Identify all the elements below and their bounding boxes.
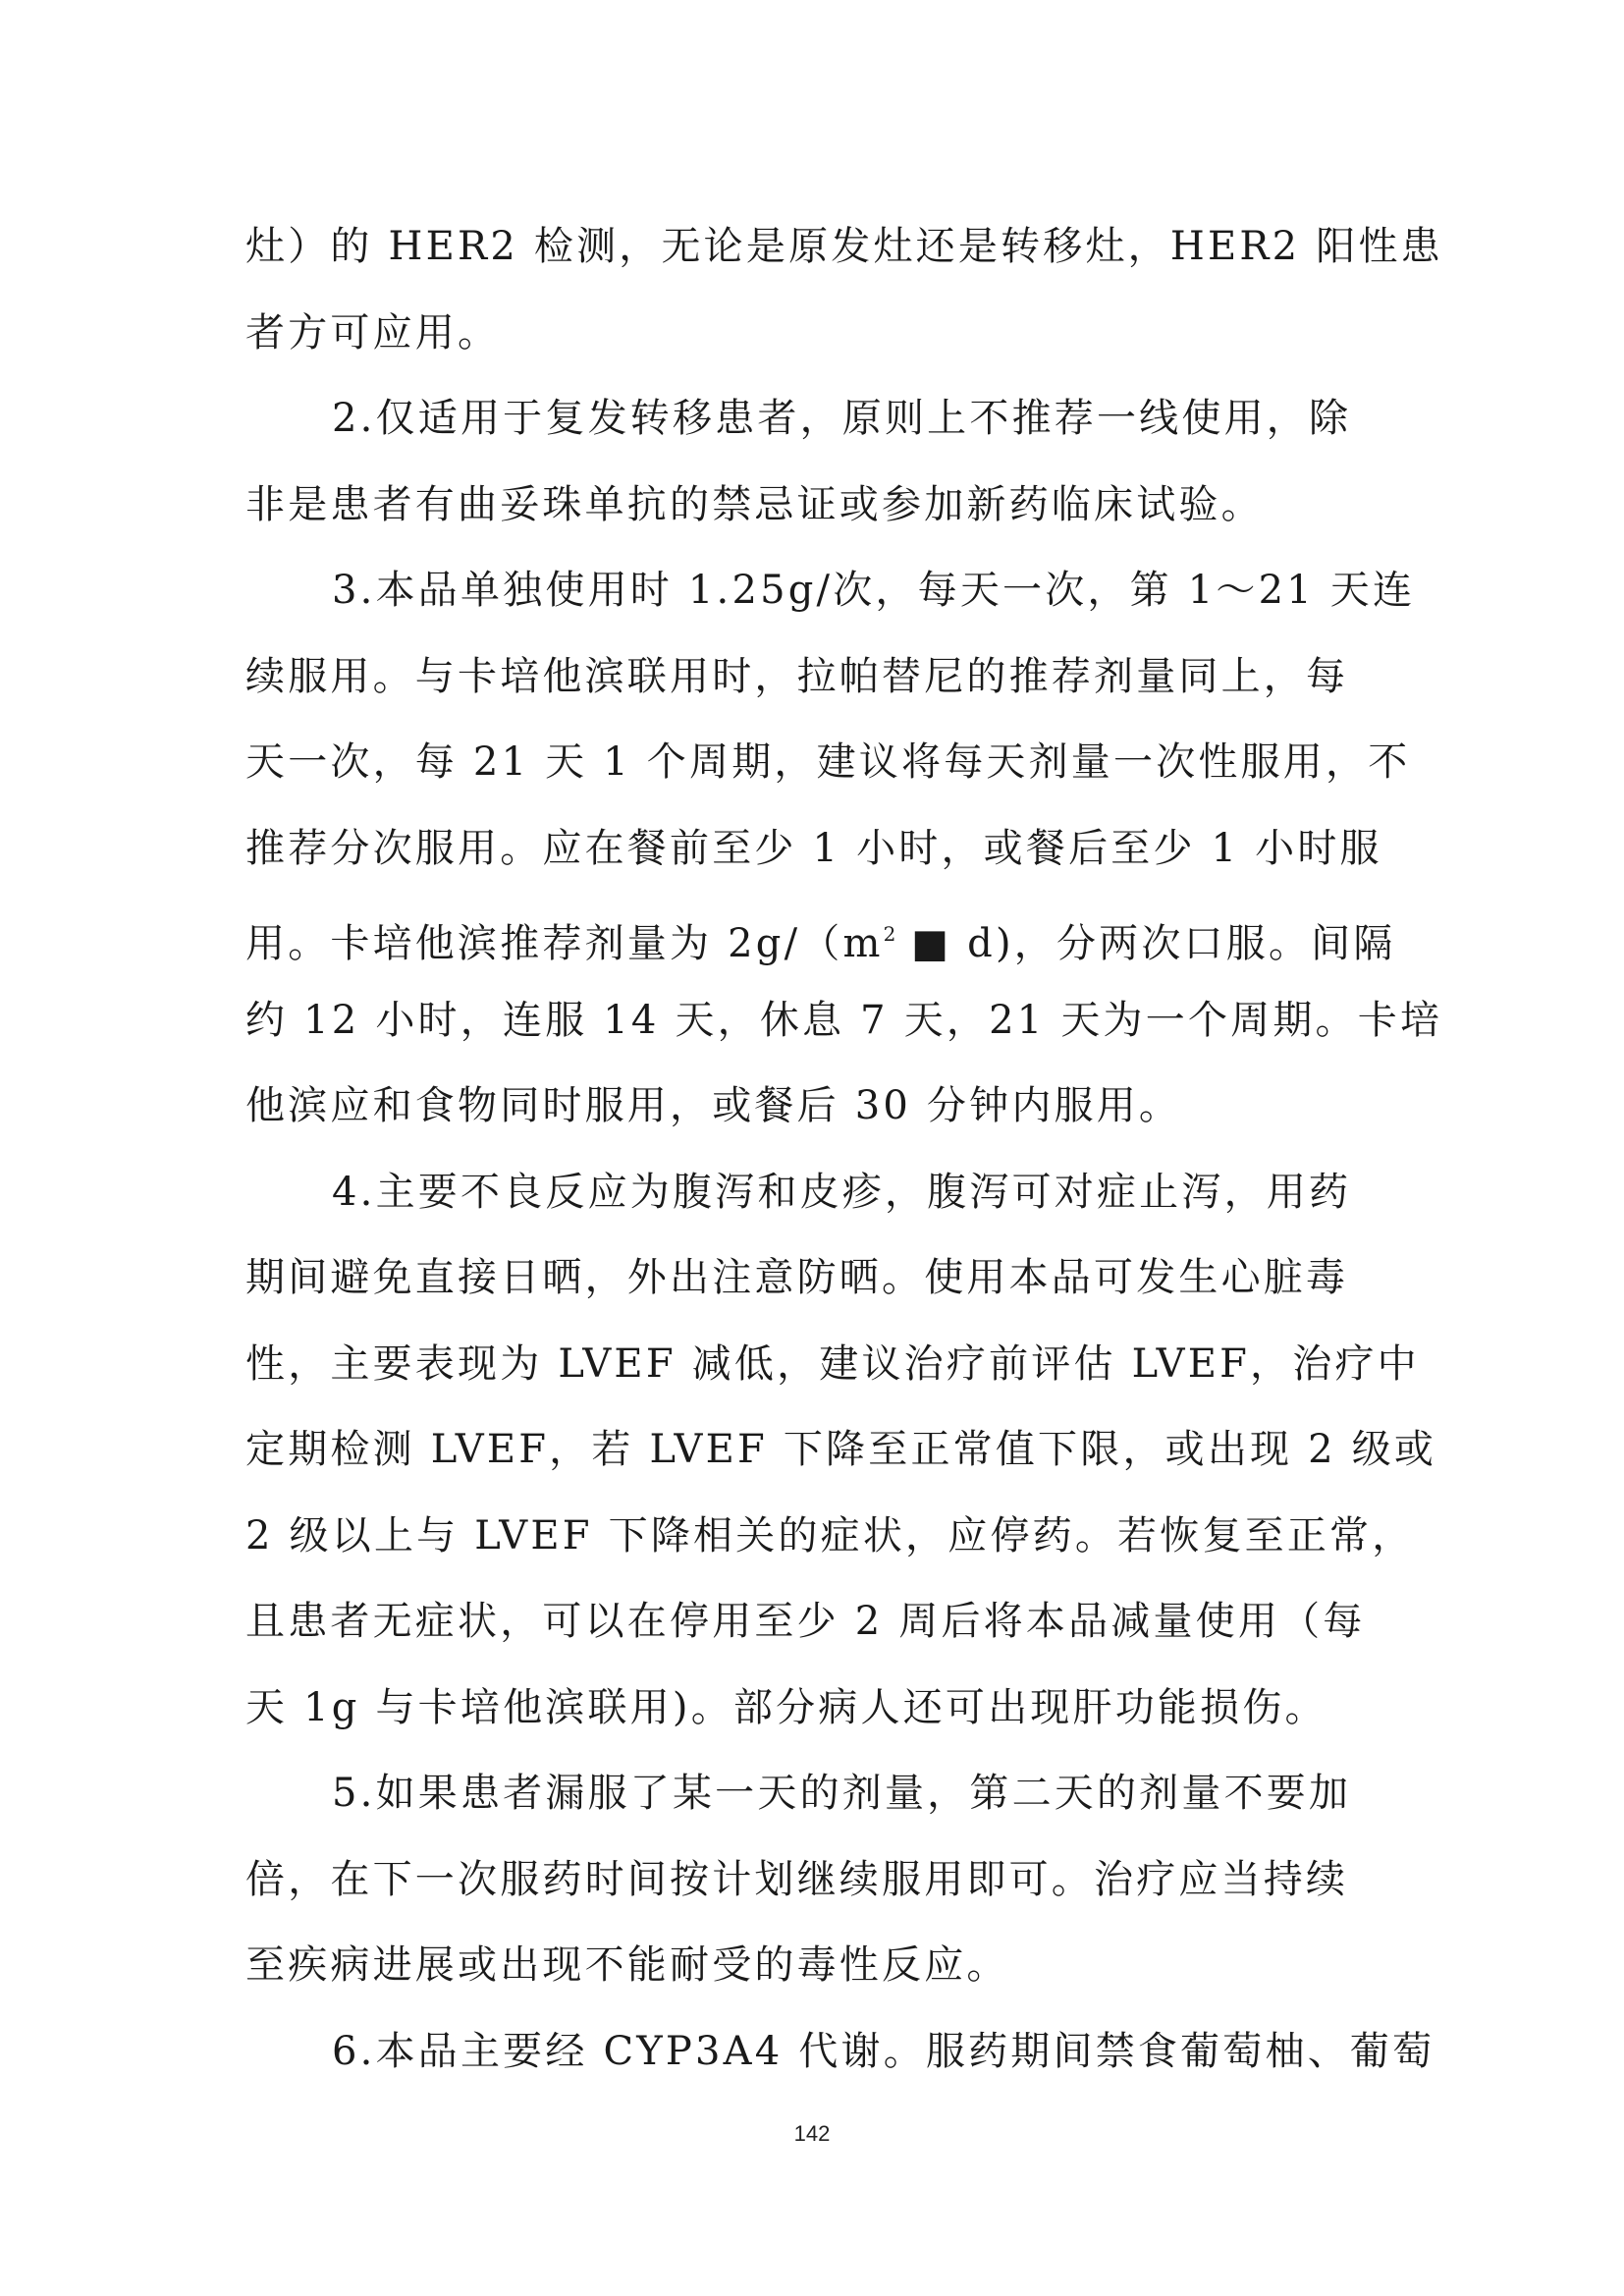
- text-line-14: 性，主要表现为 LVEF 减低，建议治疗前评估 LVEF，治疗中: [245, 1340, 1420, 1387]
- text-line-2: 者方可应用。: [245, 309, 501, 355]
- text-line-6: 续服用。与卡培他滨联用时，拉帕替尼的推荐剂量同上，每: [245, 653, 1349, 699]
- text-line-17: 且患者无症状，可以在停用至少 2 周后将本品减量使用（每: [245, 1599, 1366, 1644]
- text-line-1: 灶）的 HER2 检测，无论是原发灶还是转移灶，HER2 阳性患: [245, 224, 1443, 269]
- text-line-10: 约 12 小时，连服 14 天，休息 7 天，21 天为一个周期。卡培: [245, 997, 1443, 1043]
- dose-text-after: ■ d)，分两次口服。间隔: [895, 921, 1396, 966]
- text-line-13: 期间避免直接日晒，外出注意防晒。使用本品可发生心脏毒: [245, 1255, 1349, 1300]
- text-line-22: 6.本品主要经 CYP3A4 代谢。服药期间禁食葡萄柚、葡萄: [332, 2028, 1435, 2074]
- page-number: 142: [793, 2121, 831, 2146]
- text-line-16: 2 级以上与 LVEF 下降相关的症状，应停药。若恢复至正常，: [245, 1512, 1415, 1558]
- text-line-19: 5.如果患者漏服了某一天的剂量，第二天的剂量不要加: [332, 1771, 1352, 1816]
- text-line-11: 他滨应和食物同时服用，或餐后 30 分钟内服用。: [245, 1083, 1182, 1128]
- superscript-2: 2: [883, 922, 896, 946]
- text-line-18: 天 1g 与卡培他滨联用)。部分病人还可出现肝功能损伤。: [245, 1684, 1327, 1730]
- text-line-21: 至疾病进展或出现不能耐受的毒性反应。: [245, 1942, 1009, 1988]
- body-text: [245, 204, 1443, 2095]
- text-line-15: 定期检测 LVEF，若 LVEF 下降至正常值下限，或出现 2 级或: [245, 1427, 1437, 1472]
- text-line-4: 非是患者有曲妥珠单抗的禁忌证或参加新药临床试验。: [245, 481, 1264, 527]
- text-line-3: 2.仅适用于复发转移患者，原则上不推荐一线使用，除: [332, 396, 1352, 441]
- text-line-5: 3.本品单独使用时 1.25g/次，每天一次，第 1～21 天连: [332, 568, 1416, 613]
- text-line-20: 倍，在下一次服药时间按计划继续服用即可。治疗应当持续: [245, 1856, 1349, 1902]
- text-line-12: 4.主要不良反应为腹泻和皮疹，腹泻可对症止泻，用药: [332, 1169, 1352, 1215]
- dose-text-before: 用。卡培他滨推荐剂量为 2g/（m: [245, 921, 884, 966]
- text-line-8: 推荐分次服用。应在餐前至少 1 小时，或餐后至少 1 小时服: [245, 825, 1382, 871]
- text-line-7: 天一次，每 21 天 1 个周期，建议将每天剂量一次性服用，不: [245, 739, 1411, 785]
- text-line-9: [245, 892, 1396, 978]
